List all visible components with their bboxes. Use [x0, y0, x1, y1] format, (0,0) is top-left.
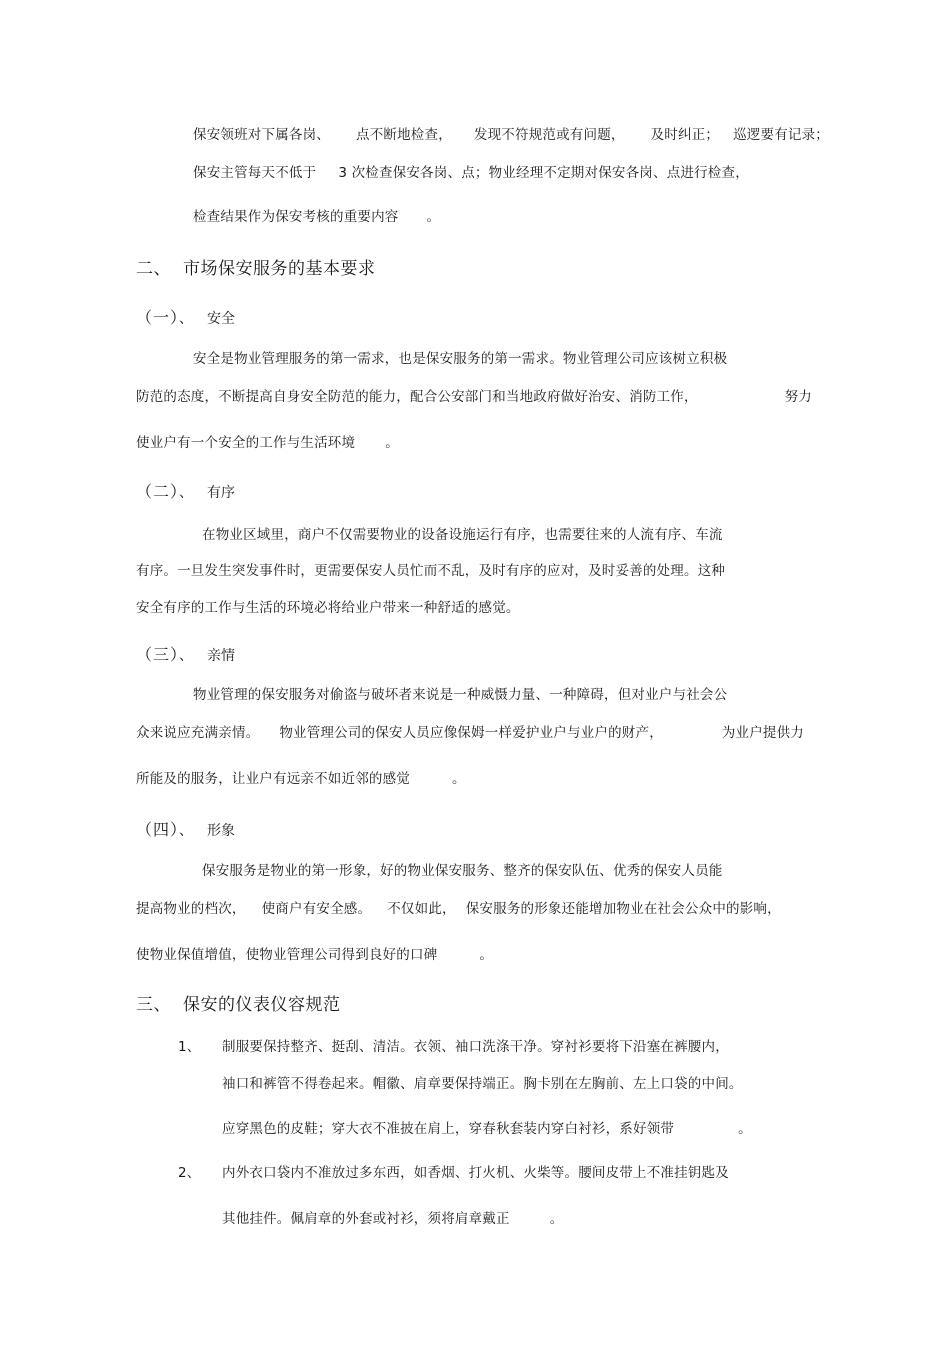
subsection-2-line-2-text: 有序。一旦发生突发事件时，更需要保安人员忙而不乱，及时有序的应对，及时妥善的处理。这种: [136, 563, 726, 579]
subsection-4-line-3-end: 。: [479, 947, 494, 963]
item-1-line-3-end: 。: [738, 1121, 752, 1137]
subsection-4-line-2-seg-1: 提高物业的档次，: [136, 901, 246, 917]
subsection-3-line-1-text: 物业管理的保安服务对偷盗与破坏者来说是一种威慑力量、一种障碍，但对业户与社会公: [193, 687, 728, 703]
subsection-2-line-1-text: 在物业区域里，商户不仅需要物业的设备设施运行有序，也需要往来的人流有序、车流: [202, 527, 723, 543]
section-3-number: 三、: [136, 995, 171, 1015]
item-1-line-1-text: 制服要保持整齐、挺刮、清洁。衣领、袖口洗涤干净。穿衬衫要将下沿塞在裤腰内，: [222, 1039, 729, 1055]
subsection-1-heading: [136, 309, 235, 328]
subsection-4-line-2-seg-2: 使商户有安全感。: [261, 901, 372, 917]
subsection-4-line-2-seg-4: 保安服务的形象还能增加物业在社会公众中的影响，: [465, 901, 781, 917]
subsection-2-line-3: [136, 599, 520, 617]
subsection-2-line-2: [136, 562, 725, 580]
subsection-3-number: （三）: [136, 645, 180, 664]
section-3-title: 保安的仪表仪容规范: [183, 995, 341, 1015]
subsection-4-sep: 、: [179, 823, 194, 839]
intro-line-3: [193, 208, 440, 226]
subsection-2-line-1: [202, 526, 723, 544]
subsection-1-line-1: [193, 350, 727, 368]
intro-line-3-seg-1: 检查结果作为保安考核的重要内容: [193, 209, 399, 225]
item-1-line-2: [222, 1075, 743, 1093]
subsection-3-heading: [136, 646, 235, 665]
subsection-1-line-1-text: 安全是物业管理服务的第一需求，也是保安服务的第一需求。物业管理公司应该树立积极: [193, 351, 728, 367]
subsection-1-line-2: [136, 388, 812, 406]
intro-line-1-seg-2: 点不断地检查，: [356, 127, 452, 143]
subsection-3-line-3-text: 所能及的服务，让业户有远亲不如近邻的感觉: [136, 771, 410, 787]
subsection-4-heading: [136, 821, 235, 840]
subsection-4-line-2: [136, 900, 781, 918]
intro-line-3-seg-2: 。: [426, 209, 441, 225]
subsection-3-title: 亲情: [207, 648, 236, 664]
subsection-1-number: （一）: [136, 308, 180, 327]
subsection-2-sep: 、: [179, 485, 194, 501]
item-1-line-2-text: 袖口和裤管不得卷起来。帽徽、肩章要保持端正。胸卡别在左胸前、左上口袋的中间。: [222, 1076, 743, 1092]
subsection-1-line-3-end: 。: [385, 435, 399, 451]
item-2-line-1: [222, 1164, 729, 1182]
subsection-2-number: （二）: [136, 482, 180, 501]
intro-line-1: [193, 126, 829, 144]
subsection-4-line-1: [202, 862, 723, 880]
subsection-4-line-1-text: 保安服务是物业的第一形象，好的物业保安服务、整齐的保安队伍、优秀的保安人员能: [202, 863, 723, 879]
intro-line-2-seg-2: 3 次检查保安各岗、点；物业经理不定期对保安各岗、点进行检查，: [338, 165, 749, 181]
subsection-3-line-3-end: 。: [452, 771, 466, 787]
subsection-1-line-2-end: 努力: [784, 389, 812, 405]
subsection-3-line-2-end: 为业户提供力: [721, 725, 804, 741]
subsection-3-line-3: [136, 770, 466, 788]
section-3-heading: [136, 994, 341, 1016]
subsection-4-title: 形象: [207, 823, 236, 839]
item-1-line-3: [222, 1120, 752, 1138]
subsection-2-title: 有序: [207, 485, 236, 501]
section-2-heading: [136, 258, 376, 280]
subsection-3-line-2-seg-2: 物业管理公司的保安人员应像保姆一样爱护业户与业户的财产，: [279, 725, 663, 741]
item-1-number: 1、: [178, 1039, 201, 1055]
item-1-line-3-text: 应穿黑色的皮鞋；穿大衣不准披在肩上，穿春秋套装内穿白衬衫，系好领带: [222, 1121, 675, 1137]
intro-line-2: [193, 164, 749, 182]
subsection-2-heading: [136, 483, 235, 502]
subsection-3-line-2: [136, 724, 804, 742]
intro-line-1-seg-3: 发现不符规范或有问题，: [473, 127, 625, 143]
item-2-line-2-end: 。: [549, 1211, 564, 1227]
subsection-3-sep: 、: [179, 648, 194, 664]
subsection-4-number: （四）: [136, 820, 180, 839]
subsection-1-sep: 、: [179, 311, 194, 327]
subsection-2-line-3-text: 安全有序的工作与生活的环境必将给业户带来一种舒适的感觉。: [136, 600, 520, 616]
subsection-1-line-2-text: 防范的态度，不断提高自身安全防范的能力，配合公安部门和当地政府做好治安、消防工作，: [136, 389, 698, 405]
item-2-line-2-text: 其他挂件。佩肩章的外套或衬衫，须将肩章戴正: [222, 1211, 510, 1227]
intro-line-1-seg-1: 保安领班对下属各岗、: [193, 127, 330, 143]
subsection-1-line-3-text: 使业户有一个安全的工作与生活环境: [136, 435, 356, 451]
section-2-number: 二、: [136, 259, 171, 279]
item-1-line-1: [222, 1038, 729, 1056]
subsection-3-line-2-seg-1: 众来说应充满亲情。: [136, 725, 260, 741]
item-2-line-2: [222, 1210, 563, 1228]
intro-line-1-seg-4: 及时纠正；: [650, 127, 720, 143]
subsection-1-line-3: [136, 434, 399, 452]
subsection-1-title: 安全: [207, 311, 236, 327]
subsection-3-line-1: [193, 686, 727, 704]
item-2-number: 2、: [178, 1165, 201, 1181]
subsection-4-line-2-seg-3: 不仅如此，: [387, 901, 456, 917]
item-2-line-1-text: 内外衣口袋内不准放过多东西，如香烟、打火机、火柴等。腰间皮带上不准挂钥匙及: [222, 1165, 729, 1181]
subsection-4-line-3-text: 使物业保值增值，使物业管理公司得到良好的口碑: [136, 947, 438, 963]
intro-line-1-seg-5: 巡逻要有记录；: [733, 127, 830, 143]
section-2-title: 市场保安服务的基本要求: [183, 259, 376, 279]
subsection-4-line-3: [136, 946, 493, 964]
intro-line-2-seg-1: 保安主管每天不低于: [193, 165, 317, 181]
